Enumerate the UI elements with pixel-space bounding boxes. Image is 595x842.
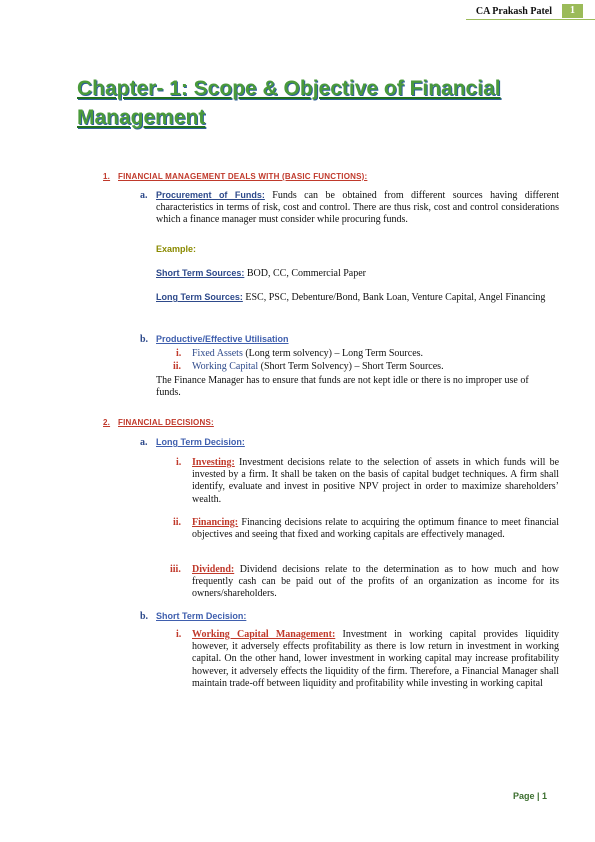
section-2a-ii-marker: ii. [173, 517, 182, 528]
long-term-label: Long Term Sources: [156, 292, 243, 302]
section-2a-iii-marker: iii. [170, 564, 181, 575]
section-1b-marker: b. [140, 334, 149, 345]
long-term-text: ESC, PSC, Debenture/Bond, Bank Loan, Venture Capital, Angel Financing [245, 292, 546, 303]
working-capital-text: (Short Term Solvency) – Short Term Sources. [260, 361, 444, 372]
section-1b-label: Productive/Effective Utilisation [156, 334, 289, 344]
section-1b-i-marker: i. [176, 348, 182, 359]
investing-label: Investing: [192, 457, 235, 468]
working-capital-management-paragraph [192, 629, 559, 690]
section-1a-paragraph [156, 189, 559, 227]
example-label-text: Example: [156, 244, 197, 254]
section-1a-marker: a. [140, 190, 148, 201]
section-2a-i-marker: i. [176, 457, 182, 468]
section-1-heading: FINANCIAL MANAGEMENT DEALS WITH (BASIC FUNCTIONS): [118, 172, 368, 181]
section-2a-marker: a. [140, 437, 148, 448]
dividend-paragraph [192, 564, 559, 601]
section-2a-label: Long Term Decision: [156, 437, 245, 447]
financing-paragraph [192, 517, 559, 541]
section-1b-i [192, 348, 559, 360]
long-term-sources [156, 291, 559, 304]
financing-label: Financing: [192, 517, 239, 528]
section-2b-marker: b. [140, 611, 149, 622]
working-capital-management-label: Working Capital Management: [192, 629, 336, 640]
section-1-number: 1. [103, 172, 111, 181]
working-capital-label: Working Capital [192, 361, 259, 372]
author-name: CA Prakash Patel [475, 5, 552, 17]
section-2-number: 2. [103, 418, 111, 427]
section-1b-ii-marker: ii. [173, 361, 182, 372]
chapter-title: Chapter- 1: Scope & Objective of Financial Management [77, 77, 501, 129]
section-1b-note: The Finance Manager has to ensure that funds are not kept idle or there is no improper use of funds. [156, 375, 529, 399]
dividend-text: Dividend decisions relate to the determination as to how much and how frequently cash can be paid out of the profits of an organization as income for its owners/shareholders. [192, 564, 560, 600]
short-term-label: Short Term Sources: [156, 268, 245, 278]
page-number-badge: 1 [562, 4, 583, 18]
section-2b-label: Short Term Decision: [156, 611, 247, 621]
dividend-label: Dividend: [192, 564, 235, 575]
page-header [476, 4, 583, 18]
section-1a-label: Procurement of Funds: [156, 190, 265, 200]
working-capital-management-text: Investment in working capital provides liquidity however, it adversely effects profitability as there is low return in investment in working capital. On the other hand, lower investment in working capital may increase profitability however, it adversely effects the liquidity of the firm. Therefore, a Financial Manager shall maintain trade-off between liquidity and profitability while investing in working capital [192, 629, 559, 689]
fixed-assets-text: (Long term solvency) – Long Term Sources. [245, 348, 424, 359]
page-footer: Page | 1 [512, 791, 547, 801]
investing-paragraph [192, 457, 559, 506]
financing-text: Financing decisions relate to acquiring the optimum finance to meet financial objectives and seeing that fixed and working capitals are effectively managed. [192, 517, 560, 541]
investing-text: Investment decisions relate to the selection of assets in which funds will be invested by a firm. It shall be taken on the basis of capital budget techniques. A firm shall identify, evaluate and invest in positive NPV project in order to maximize shareholders’ wealth. [192, 457, 560, 505]
short-term-text: BOD, CC, Commercial Paper [246, 268, 367, 279]
example-label [156, 243, 559, 256]
header-rule [466, 19, 595, 20]
section-2-heading: FINANCIAL DECISIONS: [118, 418, 214, 427]
short-term-sources [156, 267, 559, 280]
fixed-assets-label: Fixed Assets [192, 348, 243, 359]
section-1b-ii [192, 361, 559, 373]
section-2b-i-marker: i. [176, 629, 182, 640]
section-1a-text: Funds can be obtained from different sources having different characteristics in terms of risk, cost and control. There are thus risk, cost and control considerations which a finance manager must consider while procuring funds. [156, 190, 559, 226]
